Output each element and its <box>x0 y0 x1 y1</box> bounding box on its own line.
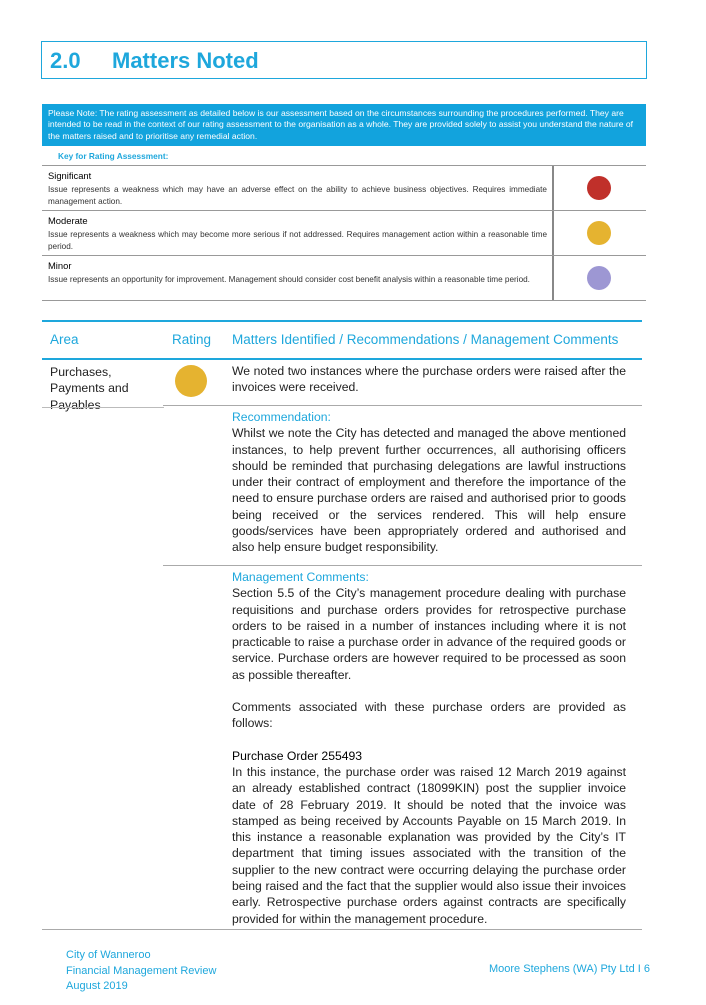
header-matters: Matters Identified / Recommendations / Management Comments <box>232 332 619 347</box>
key-label: Key for Rating Assessment: <box>58 151 169 161</box>
matters-table-header <box>42 320 642 360</box>
recommendation-heading: Recommendation: <box>232 410 331 424</box>
footer-page: Moore Stephens (WA) Pty Ltd I 6 <box>489 963 650 975</box>
footer-left <box>66 948 216 995</box>
rating-key-table <box>42 165 646 301</box>
minor-dot-icon <box>587 266 611 290</box>
rating-row-moderate <box>42 210 646 255</box>
moderate-rating-dot-icon <box>175 365 207 397</box>
row-divider <box>42 407 164 408</box>
section-number: 2.0 <box>50 48 81 73</box>
rating-note: Please Note: The rating assessment as detailed below is our assessment based on the circumstances surrounding the procedures performed. They are intended to be read in the context of our rating assessment to the organisation as a whole. They are provided solely to assist you understand the nature of the matters raised and to prioritise any remedial action. <box>42 104 646 146</box>
significant-dot-icon <box>587 176 611 200</box>
rating-row-significant <box>42 165 646 210</box>
recommendation-text: Whilst we note the City has detected and managed the above mentioned instances, to help prevent further occurrences, all authorising officers should be reminded that purchasing delegations are lawful instructions under their contract of employment and therefore the importance of the need to ensure purchase orders are raised and authorised prior to goods being received or the services rendered. This will help ensure goods/services have been appropriately ordered and authorised and also help ensure budget responsibility. <box>232 426 626 555</box>
footer-org: City of Wanneroo <box>66 949 151 961</box>
finding-text: We noted two instances where the purchase orders were raised after the invoices were received. <box>232 364 626 395</box>
footer-divider <box>42 929 642 930</box>
area-cell: Purchases, Payments and Payables <box>50 365 129 412</box>
rating-name: Significant <box>48 170 92 181</box>
rating-name: Moderate <box>48 215 88 226</box>
rating-description: Issue represents a weakness which may become more serious if not addressed. Requires management action within a reasonable time period. <box>48 230 547 251</box>
section-title: Matters Noted <box>112 48 259 73</box>
row-divider <box>163 565 642 566</box>
management-paragraph-1: Section 5.5 of the City’s management procedure dealing with purchase requisitions and purchase orders provides for retrospective purchase orders to be raised in a number of instances including where it is not practicable to raise a purchase order in advance of the required goods or service. Purchase orders are however required to be processed as soon as possible thereafter. <box>232 586 626 682</box>
footer-date: August 2019 <box>66 980 128 992</box>
header-rating: Rating <box>172 332 212 347</box>
purchase-order-heading: Purchase Order 255493 <box>232 748 363 763</box>
rating-description: Issue represents a weakness which may have an adverse effect on the ability to achieve business objectives. Requires immediate management action. <box>48 185 547 206</box>
header-area: Area <box>50 332 79 347</box>
moderate-dot-icon <box>587 221 611 245</box>
management-heading: Management Comments: <box>232 570 369 584</box>
management-paragraph-2: Comments associated with these purchase orders are provided as follows: <box>232 700 626 731</box>
recommendation-block <box>232 409 626 556</box>
footer-report: Financial Management Review <box>66 964 217 977</box>
rating-row-minor <box>42 255 646 301</box>
management-block <box>232 569 626 927</box>
section-title-box <box>41 41 647 79</box>
rating-name: Minor <box>48 260 72 271</box>
row-divider <box>163 405 642 406</box>
rating-description: Issue represents an opportunity for improvement. Management should consider cost benefit analysis within a reasonable time period. <box>48 275 530 284</box>
purchase-order-text: In this instance, the purchase order was raised 12 March 2019 against an already established contract (18099KIN) post the supplier invoice date of 28 February 2019. It should be noted that the invoice was stamped as being received by Accounts Payable on 15 March 2019. In this instance a reasonable explanation was provided by the City’s IT department that timing issues associated with the transition of the supplier to the new contract were occurring delaying the purchase order being raised and the fact that the supplier would also issue their invoices early. Retrospective purchase orders against contracts are specifically provided for within the management procedure. <box>232 764 626 926</box>
